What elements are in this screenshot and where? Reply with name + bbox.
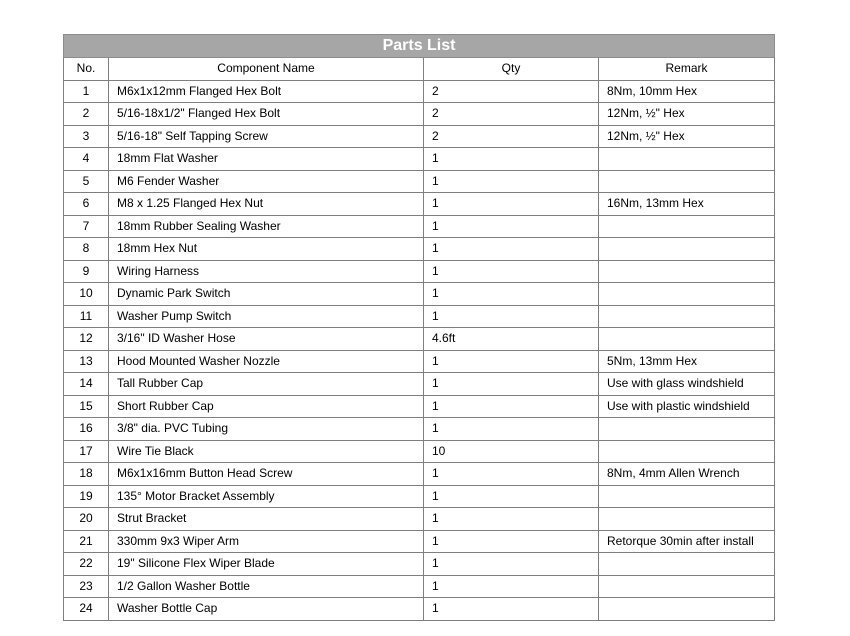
- table-row: [64, 215, 775, 238]
- component-name-cell: Strut Bracket: [109, 508, 424, 531]
- component-name-cell: Short Rubber Cap: [109, 395, 424, 418]
- header-component-name: Component Name: [109, 58, 424, 81]
- component-name-cell: Wiring Harness: [109, 260, 424, 283]
- table-row: [64, 80, 775, 103]
- table-row: [64, 418, 775, 441]
- row-number: 24: [64, 598, 109, 621]
- qty-cell: 1: [424, 305, 599, 328]
- component-name-cell: 3/16" ID Washer Hose: [109, 328, 424, 351]
- table-row: [64, 238, 775, 261]
- table-body: [64, 80, 775, 620]
- remark-cell: [599, 215, 775, 238]
- component-name-cell: 18mm Flat Washer: [109, 148, 424, 171]
- table-row: [64, 328, 775, 351]
- remark-cell: [599, 170, 775, 193]
- component-name-cell: M6x1x16mm Button Head Screw: [109, 463, 424, 486]
- component-name-cell: 19" Silicone Flex Wiper Blade: [109, 553, 424, 576]
- table-row: [64, 553, 775, 576]
- table-row: [64, 170, 775, 193]
- component-name-cell: M8 x 1.25 Flanged Hex Nut: [109, 193, 424, 216]
- row-number: 8: [64, 238, 109, 261]
- remark-cell: [599, 148, 775, 171]
- remark-cell: [599, 418, 775, 441]
- remark-cell: 8Nm, 10mm Hex: [599, 80, 775, 103]
- remark-cell: [599, 575, 775, 598]
- table-row: [64, 508, 775, 531]
- row-number: 22: [64, 553, 109, 576]
- component-name-cell: 5/16-18x1/2" Flanged Hex Bolt: [109, 103, 424, 126]
- remark-cell: [599, 485, 775, 508]
- component-name-cell: M6x1x12mm Flanged Hex Bolt: [109, 80, 424, 103]
- table-row: [64, 193, 775, 216]
- row-number: 9: [64, 260, 109, 283]
- component-name-cell: Dynamic Park Switch: [109, 283, 424, 306]
- row-number: 4: [64, 148, 109, 171]
- qty-cell: 1: [424, 373, 599, 396]
- remark-cell: 8Nm, 4mm Allen Wrench: [599, 463, 775, 486]
- component-name-cell: Wire Tie Black: [109, 440, 424, 463]
- remark-cell: [599, 553, 775, 576]
- component-name-cell: M6 Fender Washer: [109, 170, 424, 193]
- row-number: 6: [64, 193, 109, 216]
- qty-cell: 4.6ft: [424, 328, 599, 351]
- remark-cell: [599, 440, 775, 463]
- header-row: [64, 58, 775, 81]
- component-name-cell: Washer Bottle Cap: [109, 598, 424, 621]
- row-number: 18: [64, 463, 109, 486]
- qty-cell: 1: [424, 238, 599, 261]
- table-row: [64, 575, 775, 598]
- component-name-cell: 3/8" dia. PVC Tubing: [109, 418, 424, 441]
- table-row: [64, 373, 775, 396]
- qty-cell: 1: [424, 260, 599, 283]
- component-name-cell: 1/2 Gallon Washer Bottle: [109, 575, 424, 598]
- component-name-cell: Hood Mounted Washer Nozzle: [109, 350, 424, 373]
- remark-cell: [599, 508, 775, 531]
- qty-cell: 2: [424, 103, 599, 126]
- qty-cell: 1: [424, 170, 599, 193]
- remark-cell: Retorque 30min after install: [599, 530, 775, 553]
- qty-cell: 1: [424, 463, 599, 486]
- qty-cell: 1: [424, 418, 599, 441]
- header-remark: Remark: [599, 58, 775, 81]
- qty-cell: 2: [424, 80, 599, 103]
- table-row: [64, 260, 775, 283]
- row-number: 20: [64, 508, 109, 531]
- qty-cell: 1: [424, 530, 599, 553]
- table-row: [64, 305, 775, 328]
- qty-cell: 2: [424, 125, 599, 148]
- remark-cell: [599, 305, 775, 328]
- qty-cell: 1: [424, 395, 599, 418]
- qty-cell: 10: [424, 440, 599, 463]
- qty-cell: 1: [424, 283, 599, 306]
- row-number: 3: [64, 125, 109, 148]
- qty-cell: 1: [424, 350, 599, 373]
- remark-cell: Use with glass windshield: [599, 373, 775, 396]
- component-name-cell: 18mm Rubber Sealing Washer: [109, 215, 424, 238]
- row-number: 1: [64, 80, 109, 103]
- row-number: 21: [64, 530, 109, 553]
- remark-cell: 12Nm, ½" Hex: [599, 103, 775, 126]
- row-number: 23: [64, 575, 109, 598]
- component-name-cell: Tall Rubber Cap: [109, 373, 424, 396]
- table-row: [64, 125, 775, 148]
- table-row: [64, 395, 775, 418]
- remark-cell: [599, 328, 775, 351]
- qty-cell: 1: [424, 485, 599, 508]
- remark-cell: Use with plastic windshield: [599, 395, 775, 418]
- table-row: [64, 350, 775, 373]
- remark-cell: 5Nm, 13mm Hex: [599, 350, 775, 373]
- qty-cell: 1: [424, 215, 599, 238]
- header-no: No.: [64, 58, 109, 81]
- table-row: [64, 148, 775, 171]
- remark-cell: 16Nm, 13mm Hex: [599, 193, 775, 216]
- remark-cell: [599, 238, 775, 261]
- table-row: [64, 440, 775, 463]
- component-name-cell: 5/16-18" Self Tapping Screw: [109, 125, 424, 148]
- remark-cell: [599, 283, 775, 306]
- table-title: Parts List: [64, 35, 775, 58]
- table-row: [64, 485, 775, 508]
- remark-cell: [599, 598, 775, 621]
- row-number: 5: [64, 170, 109, 193]
- row-number: 7: [64, 215, 109, 238]
- remark-cell: [599, 260, 775, 283]
- row-number: 10: [64, 283, 109, 306]
- parts-list-sheet: [63, 34, 774, 621]
- row-number: 16: [64, 418, 109, 441]
- component-name-cell: Washer Pump Switch: [109, 305, 424, 328]
- row-number: 14: [64, 373, 109, 396]
- row-number: 15: [64, 395, 109, 418]
- qty-cell: 1: [424, 575, 599, 598]
- component-name-cell: 18mm Hex Nut: [109, 238, 424, 261]
- row-number: 12: [64, 328, 109, 351]
- row-number: 11: [64, 305, 109, 328]
- qty-cell: 1: [424, 193, 599, 216]
- row-number: 17: [64, 440, 109, 463]
- remark-cell: 12Nm, ½" Hex: [599, 125, 775, 148]
- table-row: [64, 283, 775, 306]
- parts-list-table: [63, 34, 775, 621]
- qty-cell: 1: [424, 598, 599, 621]
- row-number: 13: [64, 350, 109, 373]
- table-row: [64, 103, 775, 126]
- table-row: [64, 598, 775, 621]
- qty-cell: 1: [424, 508, 599, 531]
- qty-cell: 1: [424, 148, 599, 171]
- row-number: 2: [64, 103, 109, 126]
- header-qty: Qty: [424, 58, 599, 81]
- component-name-cell: 330mm 9x3 Wiper Arm: [109, 530, 424, 553]
- qty-cell: 1: [424, 553, 599, 576]
- table-row: [64, 463, 775, 486]
- component-name-cell: 135° Motor Bracket Assembly: [109, 485, 424, 508]
- row-number: 19: [64, 485, 109, 508]
- table-row: [64, 530, 775, 553]
